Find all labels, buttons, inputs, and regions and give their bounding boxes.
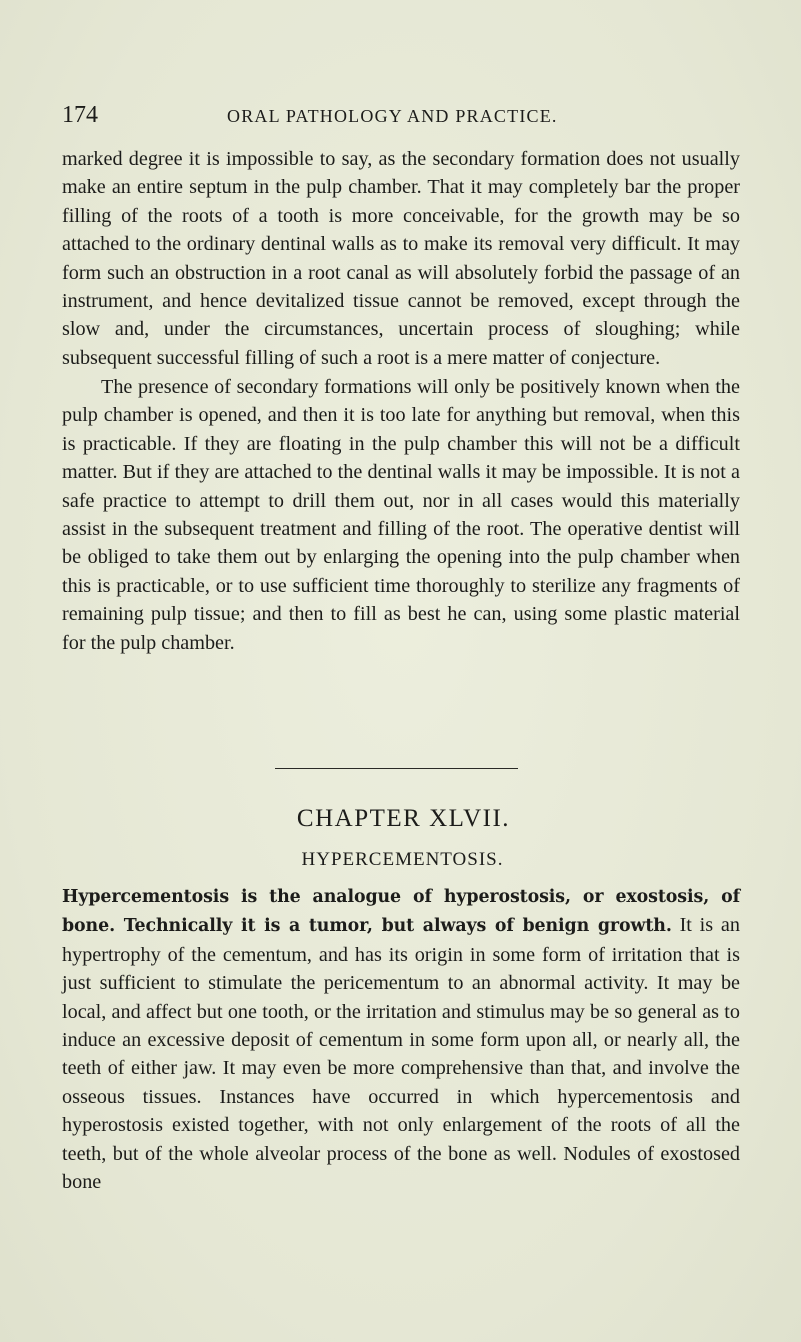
paragraph-hypercementosis	[62, 882, 740, 1196]
bold-lead-sentence: Hypercementosis is the analogue of hyperostosis, or exostosis, of bone. Technically it is a tumor, but always of benign growth.	[62, 887, 740, 937]
chapter-subject: HYPERCEMENTOSIS.	[301, 849, 504, 870]
paragraph-body: It is an hypertrophy of the cementum, and has its origin in some form of irritation that is just sufficient to stimulate the pericementum to an abnormal activity. It may be local, and affect but one tooth, or the irritation and stimulus may be so general as to induce an excessive deposit of cementum in some form upon all, or nearly all, the teeth of either jaw. It may even be more comprehensive than that, and involve the osseous tissues. Instances have occurred in which hypercementosis and hyperostosis existed together, with not only enlargement of the roots of all the teeth, but of the whole alveolar process of the bone as well. Nodules of exostosed bone	[62, 914, 740, 1194]
chapter-divider-rule	[275, 768, 518, 769]
running-head	[62, 100, 742, 130]
paragraph-continuation: marked degree it is impossible to say, as the secondary formation does not usually make an entire septum in the pulp chamber. That it may completely bar the proper filling of the roots of a tooth is more conceivable, for the growth may be so attached to the ordinary dentinal walls as to make its removal very difficult. It may form such an obstruction in a root canal as will absolutely forbid the passage of an instrument, and hence devitalized tissue cannot be removed, except through the slow and, under the circumstances, uncertain process of sloughing; while subsequent successful filling of such a root is a mere matter of conjecture.	[62, 148, 740, 369]
running-title: ORAL PATHOLOGY AND PRACTICE.	[227, 106, 558, 126]
page-number: 174	[62, 102, 98, 128]
paragraph-secondary-formations: The presence of secondary formations will only be positively known when the pulp chamber is opened, and then it is too late for anything but removal, when this is practicable. If they are floating in the pulp chamber this will not be a difficult matter. But if they are attached to the dentinal walls it may be impossible. It is not a safe practice to attempt to drill them out, nor in all cases would this materially assist in the subsequent treatment and filling of the root. The operative dentist will be obliged to take them out by enlarging the opening into the pulp chamber when this is practicable, or to use sufficient time thoroughly to sterilize any fragments of remaining pulp tissue; and then to fill as best he can, using some plastic material for the pulp chamber.	[62, 376, 740, 654]
chapter-heading: CHAPTER XLVII.	[296, 805, 511, 832]
